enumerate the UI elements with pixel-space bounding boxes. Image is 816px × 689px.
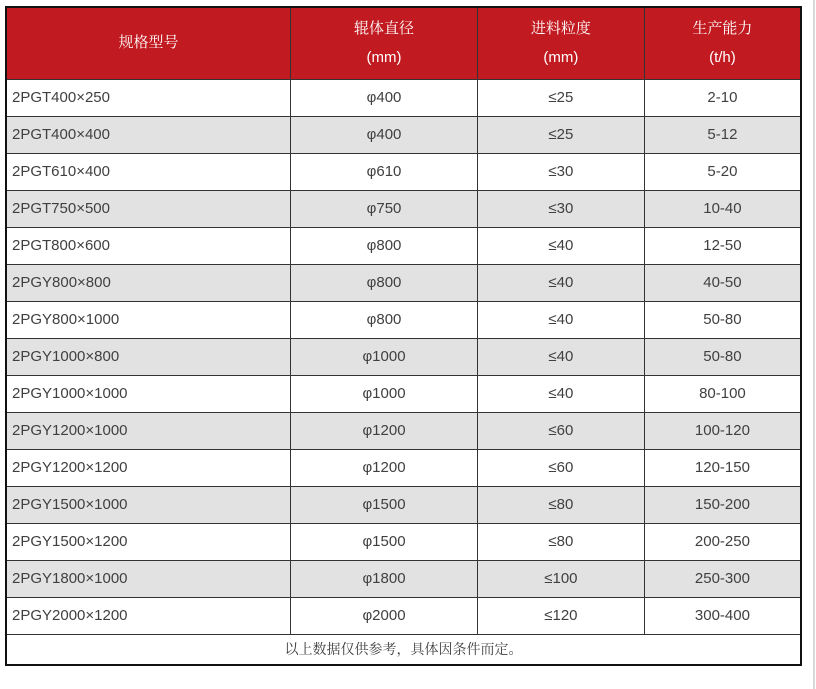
capacity-cell: 300-400 [644, 597, 801, 634]
table-row [6, 375, 801, 412]
model-cell: 2PGY1200×1000 [6, 412, 291, 449]
footer-note: 以上数据仅供参考，具体因条件而定。 [6, 634, 801, 665]
capacity-cell: 40-50 [644, 264, 801, 301]
table-row [6, 412, 801, 449]
feed-size-cell: ≤25 [477, 79, 644, 116]
model-cell: 2PGY800×800 [6, 264, 291, 301]
roller-diameter-cell: φ800 [291, 227, 478, 264]
header-roller-diameter [291, 7, 478, 79]
feed-size-cell: ≤25 [477, 116, 644, 153]
table-row [6, 116, 801, 153]
table-row [6, 486, 801, 523]
table-row [6, 227, 801, 264]
feed-size-cell: ≤80 [477, 486, 644, 523]
model-cell: 2PGY1200×1200 [6, 449, 291, 486]
feed-size-cell: ≤30 [477, 153, 644, 190]
header-capacity [644, 7, 801, 79]
roller-diameter-cell: φ400 [291, 116, 478, 153]
table-row [6, 449, 801, 486]
header-model-label: 规格型号 [118, 34, 179, 52]
capacity-cell: 12-50 [644, 227, 801, 264]
roller-diameter-cell: φ800 [291, 264, 478, 301]
capacity-cell: 5-20 [644, 153, 801, 190]
model-cell: 2PGY1500×1000 [6, 486, 291, 523]
roller-diameter-cell: φ2000 [291, 597, 478, 634]
table-row [6, 153, 801, 190]
model-cell: 2PGT610×400 [6, 153, 291, 190]
feed-size-cell: ≤40 [477, 375, 644, 412]
feed-size-cell: ≤40 [477, 227, 644, 264]
capacity-cell: 50-80 [644, 338, 801, 375]
header-row [6, 7, 801, 79]
roller-diameter-cell: φ1000 [291, 375, 478, 412]
capacity-cell: 2-10 [644, 79, 801, 116]
model-cell: 2PGY800×1000 [6, 301, 291, 338]
capacity-cell: 10-40 [644, 190, 801, 227]
table-row [6, 523, 801, 560]
model-cell: 2PGY2000×1200 [6, 597, 291, 634]
roller-diameter-cell: φ400 [291, 79, 478, 116]
roller-diameter-cell: φ1000 [291, 338, 478, 375]
header-capacity-unit: (t/h) [709, 48, 736, 66]
feed-size-cell: ≤60 [477, 412, 644, 449]
roller-diameter-cell: φ1200 [291, 449, 478, 486]
header-roller-diameter-unit: (mm) [366, 48, 402, 66]
spec-table [5, 6, 802, 666]
roller-diameter-cell: φ800 [291, 301, 478, 338]
feed-size-cell: ≤30 [477, 190, 644, 227]
feed-size-cell: ≤100 [477, 560, 644, 597]
header-capacity-label: 生产能力 [692, 19, 753, 37]
model-cell: 2PGT400×250 [6, 79, 291, 116]
capacity-cell: 50-80 [644, 301, 801, 338]
header-model [6, 7, 291, 79]
roller-diameter-cell: φ1500 [291, 486, 478, 523]
table-row [6, 264, 801, 301]
capacity-cell: 120-150 [644, 449, 801, 486]
table-row [6, 301, 801, 338]
header-roller-diameter-label: 辊体直径 [354, 19, 415, 37]
capacity-cell: 80-100 [644, 375, 801, 412]
table-row [6, 190, 801, 227]
feed-size-cell: ≤40 [477, 264, 644, 301]
feed-size-cell: ≤80 [477, 523, 644, 560]
roller-diameter-cell: φ610 [291, 153, 478, 190]
capacity-cell: 5-12 [644, 116, 801, 153]
roller-diameter-cell: φ1200 [291, 412, 478, 449]
header-feed-size [477, 7, 644, 79]
capacity-cell: 200-250 [644, 523, 801, 560]
model-cell: 2PGT750×500 [6, 190, 291, 227]
table-body [6, 79, 801, 634]
model-cell: 2PGT400×400 [6, 116, 291, 153]
table-row [6, 560, 801, 597]
feed-size-cell: ≤120 [477, 597, 644, 634]
capacity-cell: 250-300 [644, 560, 801, 597]
footer-row [6, 634, 801, 665]
model-cell: 2PGY1000×800 [6, 338, 291, 375]
feed-size-cell: ≤40 [477, 301, 644, 338]
table-row [6, 338, 801, 375]
roller-diameter-cell: φ1800 [291, 560, 478, 597]
feed-size-cell: ≤40 [477, 338, 644, 375]
roller-diameter-cell: φ750 [291, 190, 478, 227]
header-feed-size-unit: (mm) [543, 48, 579, 66]
model-cell: 2PGY1800×1000 [6, 560, 291, 597]
model-cell: 2PGT800×600 [6, 227, 291, 264]
table-row [6, 79, 801, 116]
table-row [6, 597, 801, 634]
capacity-cell: 150-200 [644, 486, 801, 523]
feed-size-cell: ≤60 [477, 449, 644, 486]
model-cell: 2PGY1000×1000 [6, 375, 291, 412]
header-feed-size-label: 进料粒度 [530, 19, 591, 37]
roller-diameter-cell: φ1500 [291, 523, 478, 560]
capacity-cell: 100-120 [644, 412, 801, 449]
model-cell: 2PGY1500×1200 [6, 523, 291, 560]
